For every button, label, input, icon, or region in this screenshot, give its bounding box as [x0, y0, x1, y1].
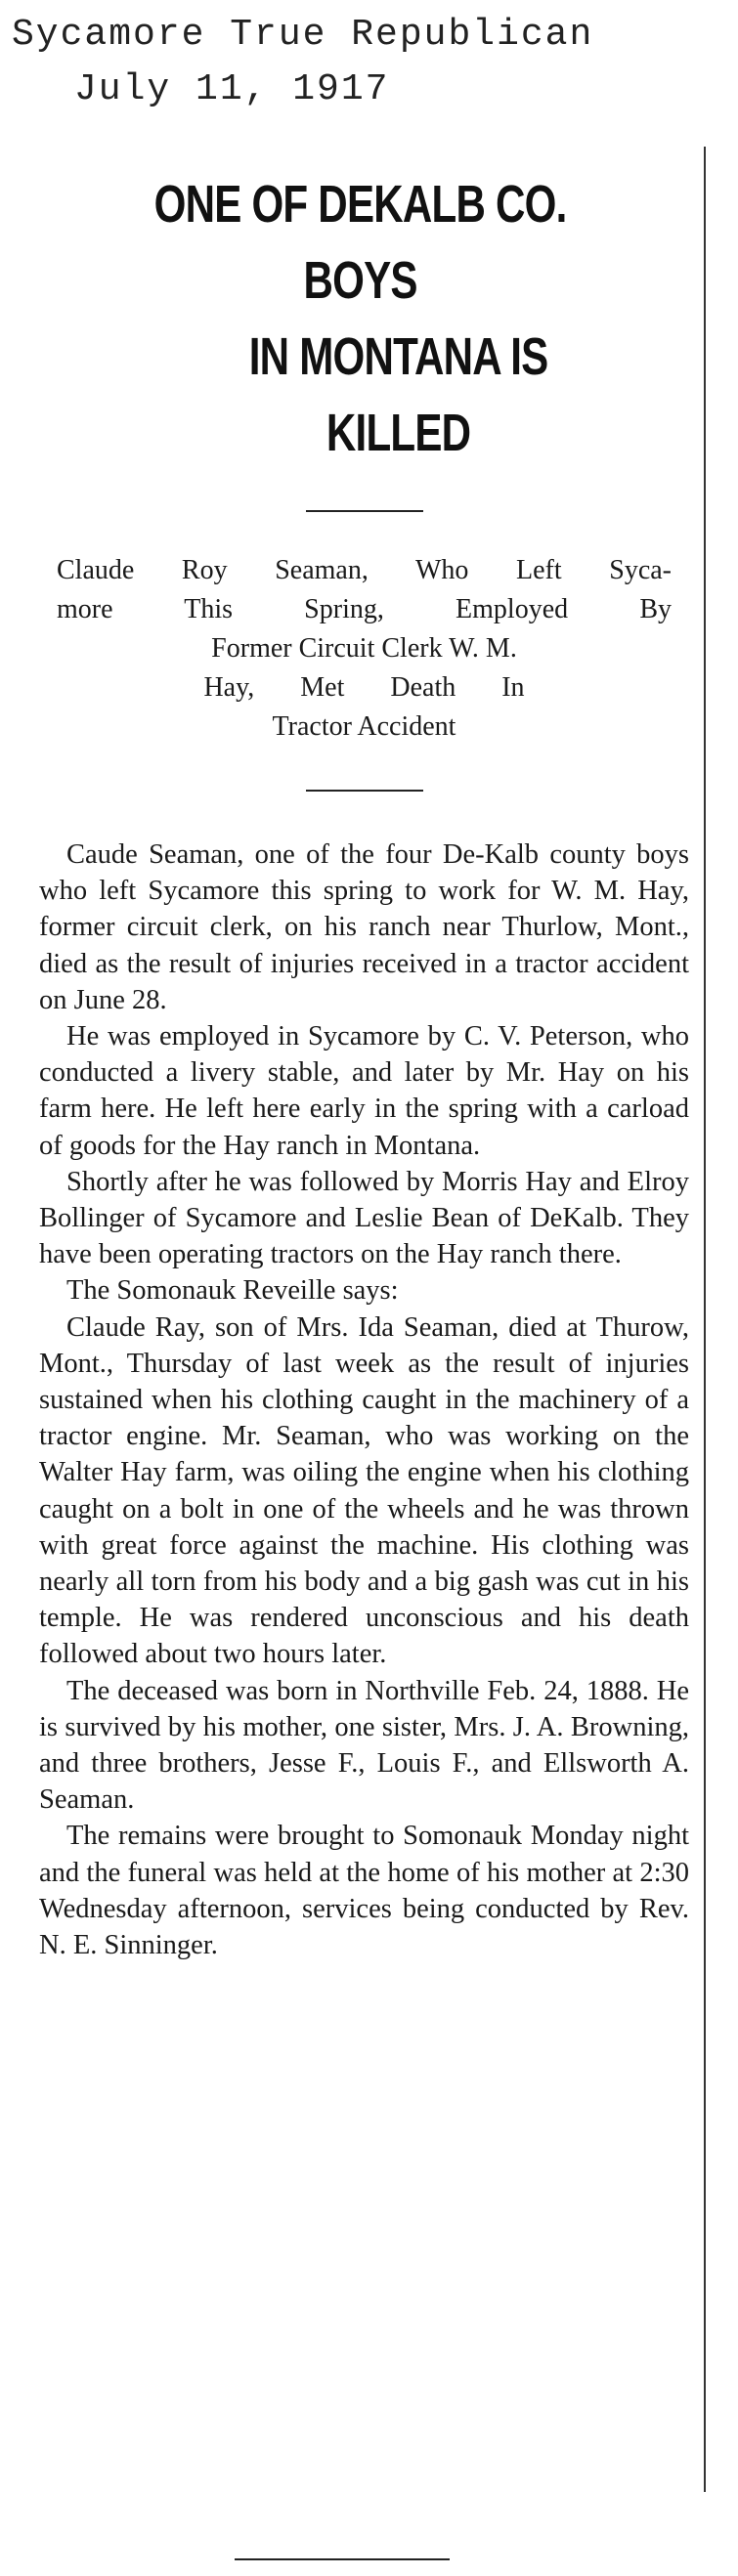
paragraph: Caude Seaman, one of the four De-Kalb county boys who left Sycamore this spring to work for W. M. Hay, former circuit clerk, on his ranch near Thurlow, Mont., died as the result of injuries received in a tractor accident on June 28.: [39, 839, 689, 1015]
subheadline-line: Hay, Met Death In: [203, 672, 525, 703]
subheadline-line: more This Spring, Employed By: [57, 594, 672, 624]
column-rule: [704, 147, 706, 2492]
paragraph: The Somonauk Reveille says:: [66, 1275, 399, 1307]
headline: [110, 166, 618, 471]
masthead: [12, 14, 593, 111]
divider-rule: [306, 510, 423, 512]
article: [39, 166, 689, 1963]
subheadline-line: Claude Roy Seaman, Who Left Syca-: [57, 555, 672, 585]
paragraph: The remains were brought to Somonauk Monday night and the funeral was held at the home of his mother at 2:30 Wednesday afternoon, services being conducted by Rev. N. E. Sinninger.: [39, 1821, 689, 1961]
paragraph: Claude Ray, son of Mrs. Ida Seaman, died at Thurow, Mont., Thursday of last week as the result of injuries sustained when his clothing caught in the machinery of a tractor engine. Mr. Seaman, who was working on the Walter Hay farm, was oiling the engine when his clothing caught on a bolt in one of the wheels and he was thrown with great force against the machine. His clothing was nearly all torn from his body and a big gash was cut in his temple. He was rendered unconscious and his death followed about two hours later.: [39, 1311, 689, 1670]
headline-line-1: ONE OF DEKALB CO. BOYS: [153, 175, 567, 310]
subheadline-line: Tractor Accident: [272, 711, 456, 742]
publication-date: July 11, 1917: [74, 68, 390, 110]
subheadline: [57, 551, 672, 747]
paragraph: The deceased was born in Northville Feb. 24, 1888. He is survived by his mother, one sister, Mrs. J. A. Browning, and three brothers, Jesse F., Louis F., and Ellsworth A. Seaman.: [39, 1675, 689, 1816]
article-body: [39, 837, 689, 1963]
subheadline-line: Former Circuit Clerk W. M.: [211, 633, 517, 664]
end-rule: [235, 2558, 450, 2560]
paper-name: Sycamore True Republican: [12, 14, 594, 56]
headline-line-2: IN MONTANA IS KILLED: [248, 327, 548, 462]
paragraph: Shortly after he was followed by Morris Hay and Elroy Bollinger of Sycamore and Leslie Bean of DeKalb. They have been operating tractors on the Hay ranch there.: [39, 1166, 689, 1270]
divider-rule: [306, 790, 423, 792]
paragraph: He was employed in Sycamore by C. V. Peterson, who conducted a livery stable, and later by Mr. Hay on his farm here. He left here early in the spring with a carload of goods for the Hay ranch in Montana.: [39, 1021, 689, 1161]
